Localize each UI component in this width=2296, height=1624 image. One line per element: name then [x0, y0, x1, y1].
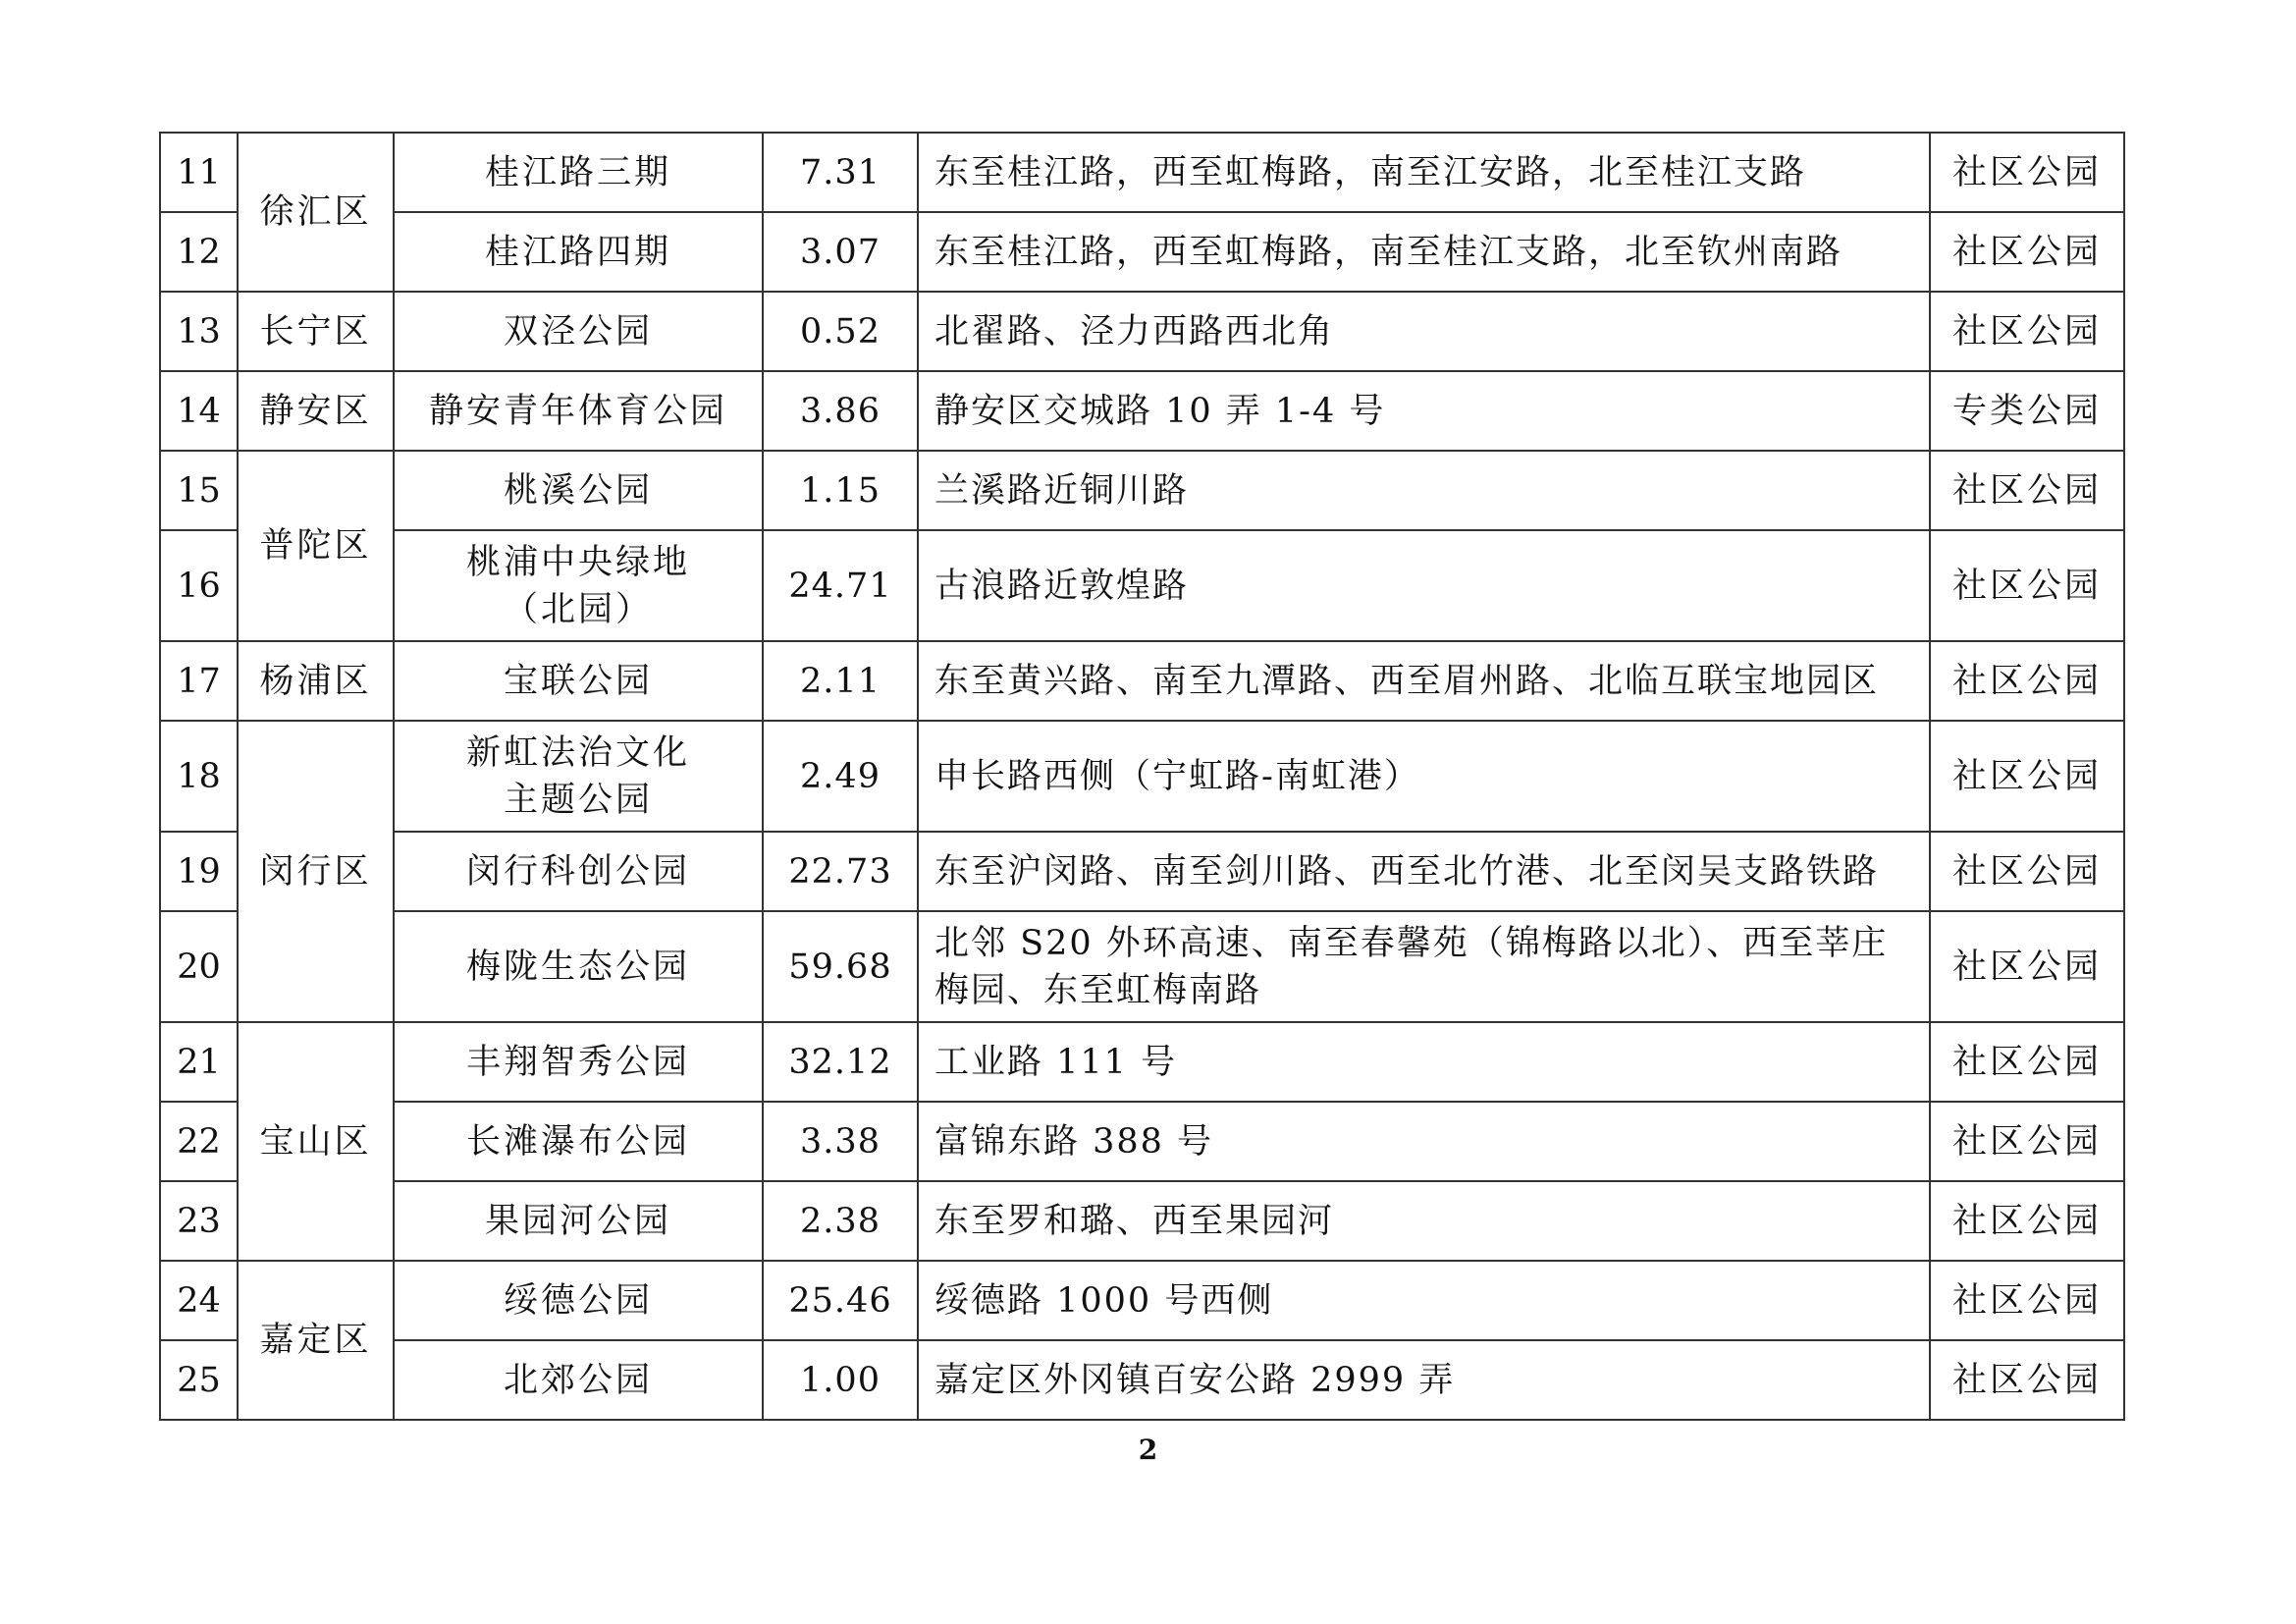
park-type: 社区公园	[1930, 451, 2124, 530]
park-name: 桂江路四期	[394, 212, 763, 292]
park-area: 1.00	[763, 1340, 918, 1420]
parks-table	[159, 132, 2125, 1421]
park-address: 静安区交城路 10 弄 1-4 号	[918, 371, 1930, 451]
row-number: 21	[160, 1022, 238, 1102]
park-name: 桂江路三期	[394, 133, 763, 212]
park-area: 2.49	[763, 721, 918, 832]
park-type: 社区公园	[1930, 1022, 2124, 1102]
park-address: 工业路 111 号	[918, 1022, 1930, 1102]
park-area: 3.86	[763, 371, 918, 451]
park-name: 丰翔智秀公园	[394, 1022, 763, 1102]
park-name-line: 主题公园	[503, 780, 653, 820]
park-area: 1.15	[763, 451, 918, 530]
park-address: 嘉定区外冈镇百安公路 2999 弄	[918, 1340, 1930, 1420]
table-row	[160, 1340, 2124, 1420]
park-address: 东至黄兴路、南至九潭路、西至眉州路、北临互联宝地园区	[918, 641, 1930, 721]
row-number: 11	[160, 133, 238, 212]
park-address: 古浪路近敦煌路	[918, 530, 1930, 641]
park-type: 社区公园	[1930, 832, 2124, 911]
row-number: 19	[160, 832, 238, 911]
park-type: 社区公园	[1930, 721, 2124, 832]
row-number: 24	[160, 1261, 238, 1340]
table-row	[160, 371, 2124, 451]
row-number: 18	[160, 721, 238, 832]
table-row	[160, 1261, 2124, 1340]
park-address-line: 北邻 S20 外环高速、南至春馨苑（锦梅路以北）、西至莘庄	[934, 923, 1889, 963]
park-address: 北翟路、泾力西路西北角	[918, 292, 1930, 371]
park-type: 专类公园	[1930, 371, 2124, 451]
table-row	[160, 641, 2124, 721]
row-number: 23	[160, 1181, 238, 1261]
table-row	[160, 292, 2124, 371]
park-name: 绥德公园	[394, 1261, 763, 1340]
row-number: 22	[160, 1102, 238, 1181]
park-type: 社区公园	[1930, 530, 2124, 641]
district-cell: 嘉定区	[238, 1261, 394, 1420]
park-address: 东至桂江路，西至虹梅路，南至江安路，北至桂江支路	[918, 133, 1930, 212]
district-cell: 徐汇区	[238, 133, 394, 292]
park-area: 59.68	[763, 911, 918, 1022]
row-number: 17	[160, 641, 238, 721]
table-row	[160, 451, 2124, 530]
row-number: 25	[160, 1340, 238, 1420]
park-address: 东至桂江路，西至虹梅路，南至桂江支路，北至钦州南路	[918, 212, 1930, 292]
district-cell: 宝山区	[238, 1022, 394, 1261]
page-number: 2	[1138, 1434, 1158, 1466]
table-row	[160, 721, 2124, 832]
table-row	[160, 911, 2124, 1022]
park-type: 社区公园	[1930, 292, 2124, 371]
table-row	[160, 212, 2124, 292]
park-type: 社区公园	[1930, 212, 2124, 292]
park-name-line: 桃浦中央绿地	[465, 542, 690, 582]
park-address	[918, 911, 1930, 1022]
park-area: 7.31	[763, 133, 918, 212]
park-area: 24.71	[763, 530, 918, 641]
table-row	[160, 133, 2124, 212]
park-area: 3.07	[763, 212, 918, 292]
park-address: 东至沪闵路、南至剑川路、西至北竹港、北至闵吴支路铁路	[918, 832, 1930, 911]
park-name: 宝联公园	[394, 641, 763, 721]
park-type: 社区公园	[1930, 1181, 2124, 1261]
district-cell: 普陀区	[238, 451, 394, 641]
park-area: 32.12	[763, 1022, 918, 1102]
park-name: 桃溪公园	[394, 451, 763, 530]
table-row	[160, 1022, 2124, 1102]
park-name: 闵行科创公园	[394, 832, 763, 911]
park-address: 东至罗和璐、西至果园河	[918, 1181, 1930, 1261]
park-area: 25.46	[763, 1261, 918, 1340]
park-name: 梅陇生态公园	[394, 911, 763, 1022]
park-name: 果园河公园	[394, 1181, 763, 1261]
park-name: 北郊公园	[394, 1340, 763, 1420]
park-area: 2.11	[763, 641, 918, 721]
row-number: 20	[160, 911, 238, 1022]
park-area: 2.38	[763, 1181, 918, 1261]
park-name-line: 新虹法治文化	[465, 732, 690, 773]
table-row	[160, 1181, 2124, 1261]
park-name: 双泾公园	[394, 292, 763, 371]
park-type: 社区公园	[1930, 1261, 2124, 1340]
district-cell: 闵行区	[238, 721, 394, 1022]
park-type: 社区公园	[1930, 911, 2124, 1022]
district-cell: 杨浦区	[238, 641, 394, 721]
park-name: 静安青年体育公园	[394, 371, 763, 451]
park-address: 绥德路 1000 号西侧	[918, 1261, 1930, 1340]
park-address: 申长路西侧（宁虹路-南虹港）	[918, 721, 1930, 832]
row-number: 12	[160, 212, 238, 292]
park-type: 社区公园	[1930, 1340, 2124, 1420]
row-number: 13	[160, 292, 238, 371]
park-address-line: 梅园、东至虹梅南路	[934, 970, 1262, 1010]
table-row	[160, 530, 2124, 641]
park-name-line: （北园）	[503, 589, 653, 629]
park-address: 兰溪路近铜川路	[918, 451, 1930, 530]
park-area: 3.38	[763, 1102, 918, 1181]
table-row	[160, 1102, 2124, 1181]
park-type: 社区公园	[1930, 133, 2124, 212]
table-row	[160, 832, 2124, 911]
park-name: 长滩瀑布公园	[394, 1102, 763, 1181]
park-address: 富锦东路 388 号	[918, 1102, 1930, 1181]
row-number: 15	[160, 451, 238, 530]
district-cell: 静安区	[238, 371, 394, 451]
district-cell: 长宁区	[238, 292, 394, 371]
park-name	[394, 721, 763, 832]
row-number: 16	[160, 530, 238, 641]
park-name	[394, 530, 763, 641]
row-number: 14	[160, 371, 238, 451]
park-type: 社区公园	[1930, 641, 2124, 721]
park-type: 社区公园	[1930, 1102, 2124, 1181]
park-area: 22.73	[763, 832, 918, 911]
park-area: 0.52	[763, 292, 918, 371]
